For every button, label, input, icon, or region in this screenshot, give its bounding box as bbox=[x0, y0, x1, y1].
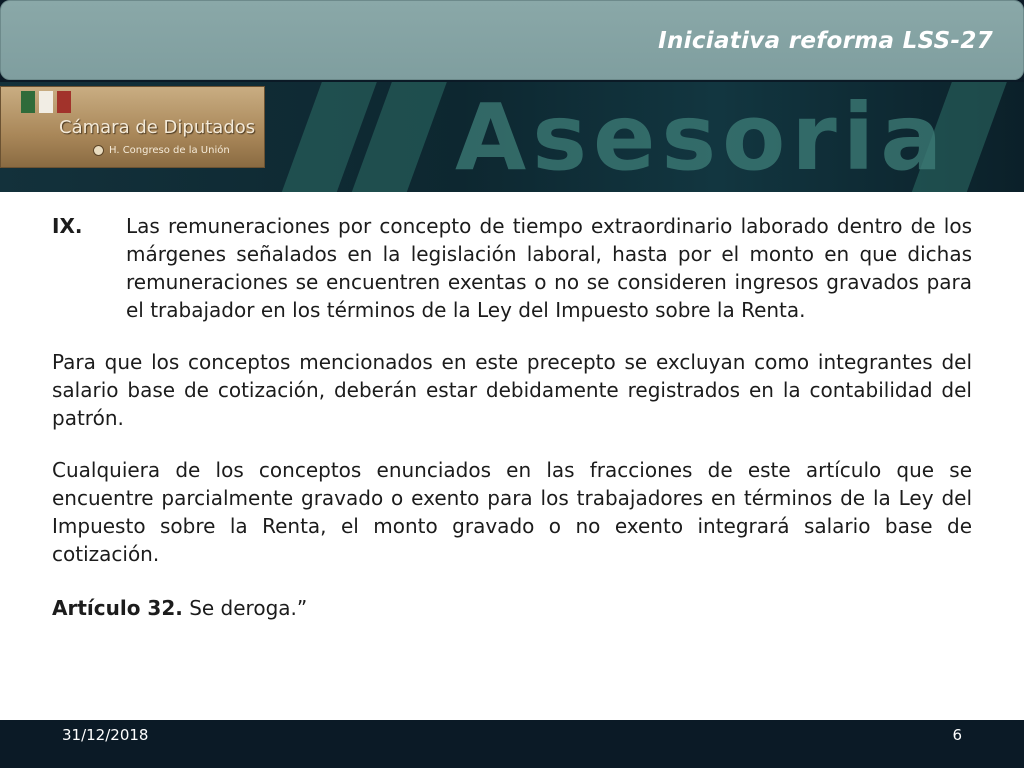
banner-word: Asesoria bbox=[455, 84, 949, 191]
document-page bbox=[0, 192, 1024, 720]
paragraph-exclusion: Para que los conceptos mencionados en este precepto se excluyan como integrantes del salario base de cotización, deberán estar debidamente registrados en la contabilidad del patrón. bbox=[52, 350, 972, 430]
fraction-ix bbox=[52, 212, 972, 324]
article-text: Se deroga.” bbox=[182, 596, 308, 620]
footer-bar bbox=[0, 720, 1024, 768]
footer-date: 31/12/2018 bbox=[62, 726, 149, 744]
seal-icon bbox=[93, 145, 104, 156]
camara-logo bbox=[0, 86, 265, 168]
title-bar bbox=[0, 0, 1024, 80]
document-body bbox=[52, 212, 972, 622]
flags-icon bbox=[21, 91, 131, 113]
paragraph-integration: Cualquiera de los conceptos enunciados en las fracciones de este artículo que se encuentre parcialmente gravado o exento para los trabajadores en términos de la Ley del Impuesto sobre la Renta, el monto gravado o no exento integrará salario base de cotización. bbox=[52, 458, 972, 566]
header-banner bbox=[0, 82, 1024, 192]
fraction-text: Las remuneraciones por concepto de tiempo extraordinario laborado dentro de los márgenes señalados en la legislación laboral, hasta por el monto en que dichas remuneraciones se encuentren exentas o no se consideren ingresos gravados para el trabajador en los términos de la Ley del Impuesto sobre la Renta. bbox=[126, 214, 972, 322]
logo-subtitle: H. Congreso de la Unión bbox=[109, 145, 230, 156]
article-32 bbox=[52, 594, 972, 622]
page-number: 6 bbox=[952, 726, 962, 744]
article-label: Artículo 32. bbox=[52, 596, 183, 620]
logo-title: Cámara de Diputados bbox=[59, 117, 256, 138]
slide-title: Iniciativa reforma LSS-27 bbox=[658, 28, 993, 54]
fraction-number: IX. bbox=[52, 214, 83, 238]
